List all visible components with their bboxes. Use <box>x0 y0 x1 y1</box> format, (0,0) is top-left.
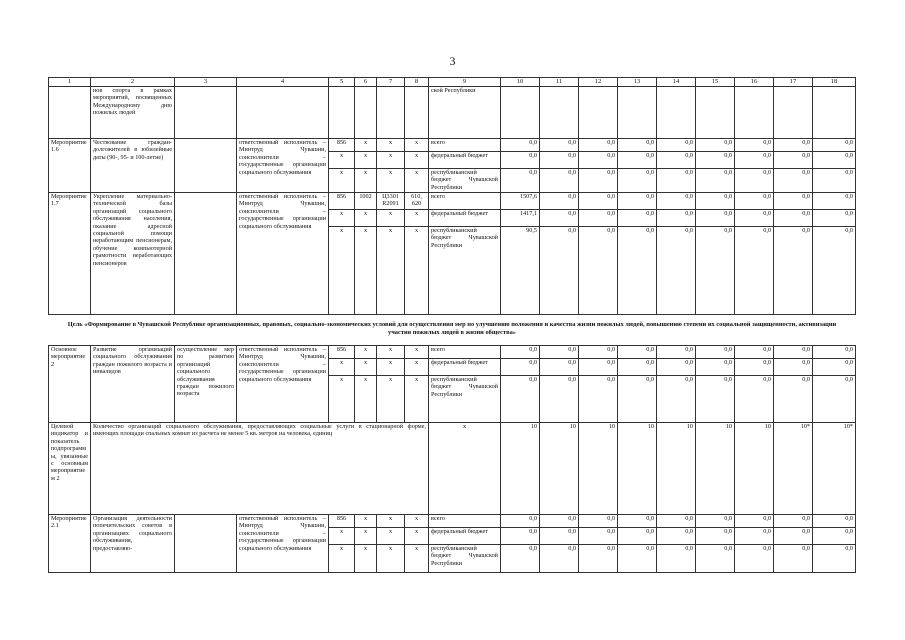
funding-amount: 0,0 <box>657 169 696 193</box>
section-code: x <box>355 346 377 359</box>
cont-col11 <box>540 87 579 139</box>
funding-amount: 0,0 <box>696 210 735 227</box>
funding-amount: 0,0 <box>579 376 618 423</box>
cont-col7 <box>377 87 405 139</box>
column-number-cell: 8 <box>405 78 429 87</box>
target-article-code: x <box>377 210 405 227</box>
column-number-cell: 1 <box>49 78 91 87</box>
funding-amount: 0,0 <box>540 169 579 193</box>
funding-amount: 0,0 <box>540 193 579 210</box>
funding-amount: 0,0 <box>501 139 540 152</box>
funding-amount: 0,0 <box>618 545 657 573</box>
funding-amount: 0,0 <box>774 359 813 376</box>
column-number-cell: 10 <box>501 78 540 87</box>
funding-amount: 0,0 <box>735 528 774 545</box>
event-goal <box>175 193 237 315</box>
funding-source: федеральный бюджет <box>429 152 501 169</box>
cont-col10 <box>501 87 540 139</box>
funding-amount: 0,0 <box>540 528 579 545</box>
event-number: Мероприятие 2.1 <box>49 515 91 573</box>
funding-amount: 0,0 <box>540 227 579 315</box>
grbs-code: x <box>329 169 355 193</box>
event-number: Мероприятие 1.7 <box>49 193 91 315</box>
target-article-code: x <box>377 528 405 545</box>
section-code: x <box>355 139 377 152</box>
target-article-code: x <box>377 515 405 528</box>
section-code: 1002 <box>355 193 377 210</box>
target-article-code: x <box>377 169 405 193</box>
cont-funding-source: ской Республики <box>429 87 501 139</box>
funding-amount: 0,0 <box>657 515 696 528</box>
section-code: x <box>355 515 377 528</box>
funding-amount: 0,0 <box>501 376 540 423</box>
funding-amount: 0,0 <box>735 139 774 152</box>
event-number: Основное мероприятие 2 <box>49 346 91 423</box>
funding-amount: 0,0 <box>501 152 540 169</box>
funding-amount: 0,0 <box>774 515 813 528</box>
expense-type-code: x <box>405 528 429 545</box>
funding-amount: 0,0 <box>813 515 856 528</box>
funding-amount: 0,0 <box>813 193 856 210</box>
funding-amount: 0,0 <box>579 152 618 169</box>
funding-amount: 0,0 <box>774 346 813 359</box>
funding-source: всего <box>429 193 501 210</box>
funding-amount: 0,0 <box>618 210 657 227</box>
funding-amount: 0,0 <box>735 169 774 193</box>
responsible-executor: ответственный исполнитель – Минтруд Чувашии, соисполнители – государственные организации социального обслуживания <box>237 346 329 423</box>
indicator-value: 10 <box>657 423 696 515</box>
column-number-cell: 16 <box>735 78 774 87</box>
expense-type-code: x <box>405 152 429 169</box>
event-goal: осуществление мер по развитию организаций социального обслуживания граждан пожилого возраста <box>175 346 237 423</box>
column-number-cell: 9 <box>429 78 501 87</box>
funding-amount: 0,0 <box>540 139 579 152</box>
column-number-cell: 17 <box>774 78 813 87</box>
funding-amount: 0,0 <box>735 545 774 573</box>
expense-type-code: x <box>405 515 429 528</box>
target-article-code: Ц3301 R2091 <box>377 193 405 210</box>
om2-row <box>49 346 856 359</box>
page-number: 3 <box>449 54 456 68</box>
cont-col8 <box>405 87 429 139</box>
indicator-value: 10 <box>579 423 618 515</box>
section-code: x <box>355 545 377 573</box>
cont-col6 <box>355 87 377 139</box>
cont-col13 <box>618 87 657 139</box>
funding-amount: 0,0 <box>774 169 813 193</box>
target-article-code: x <box>377 376 405 423</box>
funding-amount: 0,0 <box>540 359 579 376</box>
funding-amount: 0,0 <box>579 169 618 193</box>
funding-source: республиканский бюджет Чувашской Республики <box>429 376 501 423</box>
program-table <box>48 77 856 573</box>
column-number-cell: 12 <box>579 78 618 87</box>
funding-amount: 0,0 <box>774 139 813 152</box>
funding-amount: 0,0 <box>696 376 735 423</box>
grbs-code: x <box>329 359 355 376</box>
funding-amount: 90,5 <box>501 227 540 315</box>
funding-amount: 0,0 <box>579 210 618 227</box>
funding-amount: 0,0 <box>501 545 540 573</box>
target-article-code: x <box>377 139 405 152</box>
expense-type-code: x <box>405 359 429 376</box>
funding-amount: 0,0 <box>501 346 540 359</box>
funding-amount: 1417,1 <box>501 210 540 227</box>
funding-amount: 0,0 <box>501 528 540 545</box>
event-goal <box>175 139 237 193</box>
expense-type-code: x <box>405 227 429 315</box>
funding-amount: 0,0 <box>501 359 540 376</box>
section-code: x <box>355 210 377 227</box>
cont-event-text: нов спорта в рамках мероприятий, посвященных Международному дню пожилых людей <box>91 87 175 139</box>
funding-amount: 0,0 <box>618 227 657 315</box>
funding-amount: 0,0 <box>774 376 813 423</box>
funding-amount: 0,0 <box>540 210 579 227</box>
funding-source: республиканский бюджет Чувашской Республики <box>429 545 501 573</box>
cont-col14 <box>657 87 696 139</box>
expense-type-code: x <box>405 376 429 423</box>
grbs-code: 856 <box>329 346 355 359</box>
funding-amount: 0,0 <box>774 545 813 573</box>
section-code: x <box>355 227 377 315</box>
funding-amount: 0,0 <box>618 528 657 545</box>
cont-col1 <box>49 87 91 139</box>
funding-amount: 0,0 <box>657 227 696 315</box>
funding-amount: 0,0 <box>618 152 657 169</box>
funding-amount: 0,0 <box>813 346 856 359</box>
column-number-cell: 15 <box>696 78 735 87</box>
funding-source: федеральный бюджет <box>429 210 501 227</box>
funding-source: федеральный бюджет <box>429 528 501 545</box>
funding-amount: 0,0 <box>657 359 696 376</box>
continuation-row <box>49 87 856 139</box>
grbs-code: x <box>329 545 355 573</box>
funding-source: всего <box>429 139 501 152</box>
funding-amount: 0,0 <box>657 376 696 423</box>
funding-amount: 0,0 <box>735 515 774 528</box>
funding-amount: 0,0 <box>618 139 657 152</box>
funding-amount: 0,0 <box>696 152 735 169</box>
funding-source: всего <box>429 515 501 528</box>
funding-amount: 0,0 <box>735 152 774 169</box>
indicator-row <box>49 423 856 515</box>
section-code: x <box>355 376 377 423</box>
funding-amount: 0,0 <box>696 528 735 545</box>
funding-amount: 0,0 <box>696 227 735 315</box>
expense-type-code: x <box>405 346 429 359</box>
funding-amount: 0,0 <box>696 545 735 573</box>
funding-amount: 0,0 <box>618 515 657 528</box>
funding-amount: 0,0 <box>579 193 618 210</box>
indicator-source: x <box>429 423 501 515</box>
funding-source: республиканский бюджет Чувашской Республики <box>429 169 501 193</box>
target-article-code: x <box>377 359 405 376</box>
grbs-code: x <box>329 376 355 423</box>
funding-amount: 0,0 <box>579 528 618 545</box>
funding-amount: 0,0 <box>618 346 657 359</box>
funding-amount: 0,0 <box>696 169 735 193</box>
cont-col15 <box>696 87 735 139</box>
funding-amount: 0,0 <box>813 227 856 315</box>
goal-row <box>49 315 856 346</box>
grbs-code: x <box>329 152 355 169</box>
funding-amount: 0,0 <box>696 139 735 152</box>
funding-amount: 0,0 <box>774 210 813 227</box>
funding-amount: 0,0 <box>501 515 540 528</box>
funding-amount: 0,0 <box>774 227 813 315</box>
column-number-cell: 6 <box>355 78 377 87</box>
funding-amount: 0,0 <box>813 169 856 193</box>
funding-amount: 0,0 <box>696 515 735 528</box>
grbs-code: 856 <box>329 193 355 210</box>
program-table-sheet <box>48 77 854 573</box>
m21-row <box>49 515 856 528</box>
column-number-cell: 2 <box>91 78 175 87</box>
funding-amount: 0,0 <box>540 515 579 528</box>
funding-amount: 0,0 <box>579 346 618 359</box>
indicator-text: Количество организаций социального обслуживания, предоставляющих социальные услуги в стационарной форме, имеющих площади спальных комнат из расчета не менее 5 кв. метров на человека, единиц <box>91 423 429 515</box>
funding-amount: 0,0 <box>579 515 618 528</box>
funding-amount: 0,0 <box>657 139 696 152</box>
responsible-executor: ответственный исполнитель – Минтруд Чувашии, соисполнители – государственные организации социального обслуживания <box>237 515 329 573</box>
funding-amount: 0,0 <box>813 545 856 573</box>
funding-amount: 0,0 <box>735 193 774 210</box>
funding-amount: 0,0 <box>540 346 579 359</box>
section-code: x <box>355 152 377 169</box>
target-article-code: x <box>377 346 405 359</box>
indicator-value: 10 <box>735 423 774 515</box>
funding-amount: 0,0 <box>735 376 774 423</box>
funding-amount: 0,0 <box>618 169 657 193</box>
column-number-cell: 3 <box>175 78 237 87</box>
funding-amount: 0,0 <box>540 376 579 423</box>
funding-amount: 0,0 <box>501 169 540 193</box>
responsible-executor: ответственный исполнитель – Минтруд Чувашии, соисполнители – государственные организации социального обслуживания <box>237 193 329 315</box>
goal-text: Цель «Формирование в Чувашской Республике организационных, правовых, социально-экономических условий для осуществления мер по улучшению положения и качества жизни пожилых людей, повышению степени их социальной защищенности, активизации участия пожилых людей в жизни общества» <box>49 315 856 346</box>
expense-type-code: x <box>405 545 429 573</box>
indicator-value: 10* <box>813 423 856 515</box>
funding-amount: 0,0 <box>774 193 813 210</box>
funding-amount: 0,0 <box>813 139 856 152</box>
funding-amount: 0,0 <box>618 376 657 423</box>
indicator-value: 10 <box>501 423 540 515</box>
cont-col16 <box>735 87 774 139</box>
event-title: Развитие организаций социального обслуживания граждан пожилого возраста и инвалидов <box>91 346 175 423</box>
funding-amount: 0,0 <box>657 346 696 359</box>
event-title: Организация деятельности попечительских советов в организациях социального обслуживания, предоставляю- <box>91 515 175 573</box>
cont-col18 <box>813 87 856 139</box>
funding-source: федеральный бюджет <box>429 359 501 376</box>
expense-type-code: x <box>405 210 429 227</box>
indicator-value: 10 <box>618 423 657 515</box>
responsible-executor: ответственный исполнитель – Минтруд Чувашии, соисполнители – государственные организации социального обслуживания <box>237 139 329 193</box>
m17-row <box>49 193 856 210</box>
event-title: Укрепление материально-технической базы организаций социального обслуживания населения, оказание адресной социальной помощи неработающим пенсионерам, обучение компьютерной грамотности неработающих пенсионеров <box>91 193 175 315</box>
funding-amount: 0,0 <box>540 545 579 573</box>
expense-type-code: 610, 620 <box>405 193 429 210</box>
cont-col3 <box>175 87 237 139</box>
funding-amount: 0,0 <box>696 359 735 376</box>
indicator-value: 10 <box>540 423 579 515</box>
section-code: x <box>355 528 377 545</box>
funding-amount: 1507,6 <box>501 193 540 210</box>
target-article-code: x <box>377 152 405 169</box>
section-code: x <box>355 359 377 376</box>
expense-type-code: x <box>405 169 429 193</box>
grbs-code: x <box>329 210 355 227</box>
column-number-cell: 13 <box>618 78 657 87</box>
target-article-code: x <box>377 227 405 315</box>
cont-col12 <box>579 87 618 139</box>
funding-amount: 0,0 <box>657 545 696 573</box>
column-number-cell: 11 <box>540 78 579 87</box>
column-number-cell: 4 <box>237 78 329 87</box>
funding-amount: 0,0 <box>735 346 774 359</box>
grbs-code: x <box>329 528 355 545</box>
funding-amount: 0,0 <box>657 193 696 210</box>
funding-amount: 0,0 <box>657 210 696 227</box>
column-number-cell: 7 <box>377 78 405 87</box>
funding-amount: 0,0 <box>618 359 657 376</box>
funding-amount: 0,0 <box>579 139 618 152</box>
column-number-cell: 5 <box>329 78 355 87</box>
cont-col5 <box>329 87 355 139</box>
column-number-row <box>49 78 856 87</box>
indicator-value: 10* <box>774 423 813 515</box>
indicator-value: 10 <box>696 423 735 515</box>
funding-amount: 0,0 <box>579 227 618 315</box>
funding-amount: 0,0 <box>540 152 579 169</box>
target-article-code: x <box>377 545 405 573</box>
funding-amount: 0,0 <box>813 152 856 169</box>
funding-source: всего <box>429 346 501 359</box>
funding-amount: 0,0 <box>813 528 856 545</box>
funding-amount: 0,0 <box>735 359 774 376</box>
cont-col17 <box>774 87 813 139</box>
funding-amount: 0,0 <box>813 210 856 227</box>
funding-source: республиканский бюджет Чувашской Республики <box>429 227 501 315</box>
column-number-cell: 14 <box>657 78 696 87</box>
expense-type-code: x <box>405 139 429 152</box>
indicator-label: Целевой индикатор и показатель подпрограммы, увязанные с основным мероприятием 2 <box>49 423 91 515</box>
funding-amount: 0,0 <box>579 545 618 573</box>
m16-row <box>49 139 856 152</box>
funding-amount: 0,0 <box>813 376 856 423</box>
funding-amount: 0,0 <box>735 227 774 315</box>
funding-amount: 0,0 <box>735 210 774 227</box>
funding-amount: 0,0 <box>696 193 735 210</box>
funding-amount: 0,0 <box>657 528 696 545</box>
cont-col4 <box>237 87 329 139</box>
funding-amount: 0,0 <box>774 152 813 169</box>
grbs-code: x <box>329 227 355 315</box>
event-title: Чествование граждан-долгожителей в юбилейные даты (90-, 95- и 100-летие) <box>91 139 175 193</box>
funding-amount: 0,0 <box>696 346 735 359</box>
section-code: x <box>355 169 377 193</box>
funding-amount: 0,0 <box>774 528 813 545</box>
funding-amount: 0,0 <box>657 152 696 169</box>
grbs-code: 856 <box>329 515 355 528</box>
event-goal <box>175 515 237 573</box>
funding-amount: 0,0 <box>618 193 657 210</box>
funding-amount: 0,0 <box>579 359 618 376</box>
event-number: Мероприятие 1.6 <box>49 139 91 193</box>
column-number-cell: 18 <box>813 78 856 87</box>
grbs-code: 856 <box>329 139 355 152</box>
funding-amount: 0,0 <box>813 359 856 376</box>
